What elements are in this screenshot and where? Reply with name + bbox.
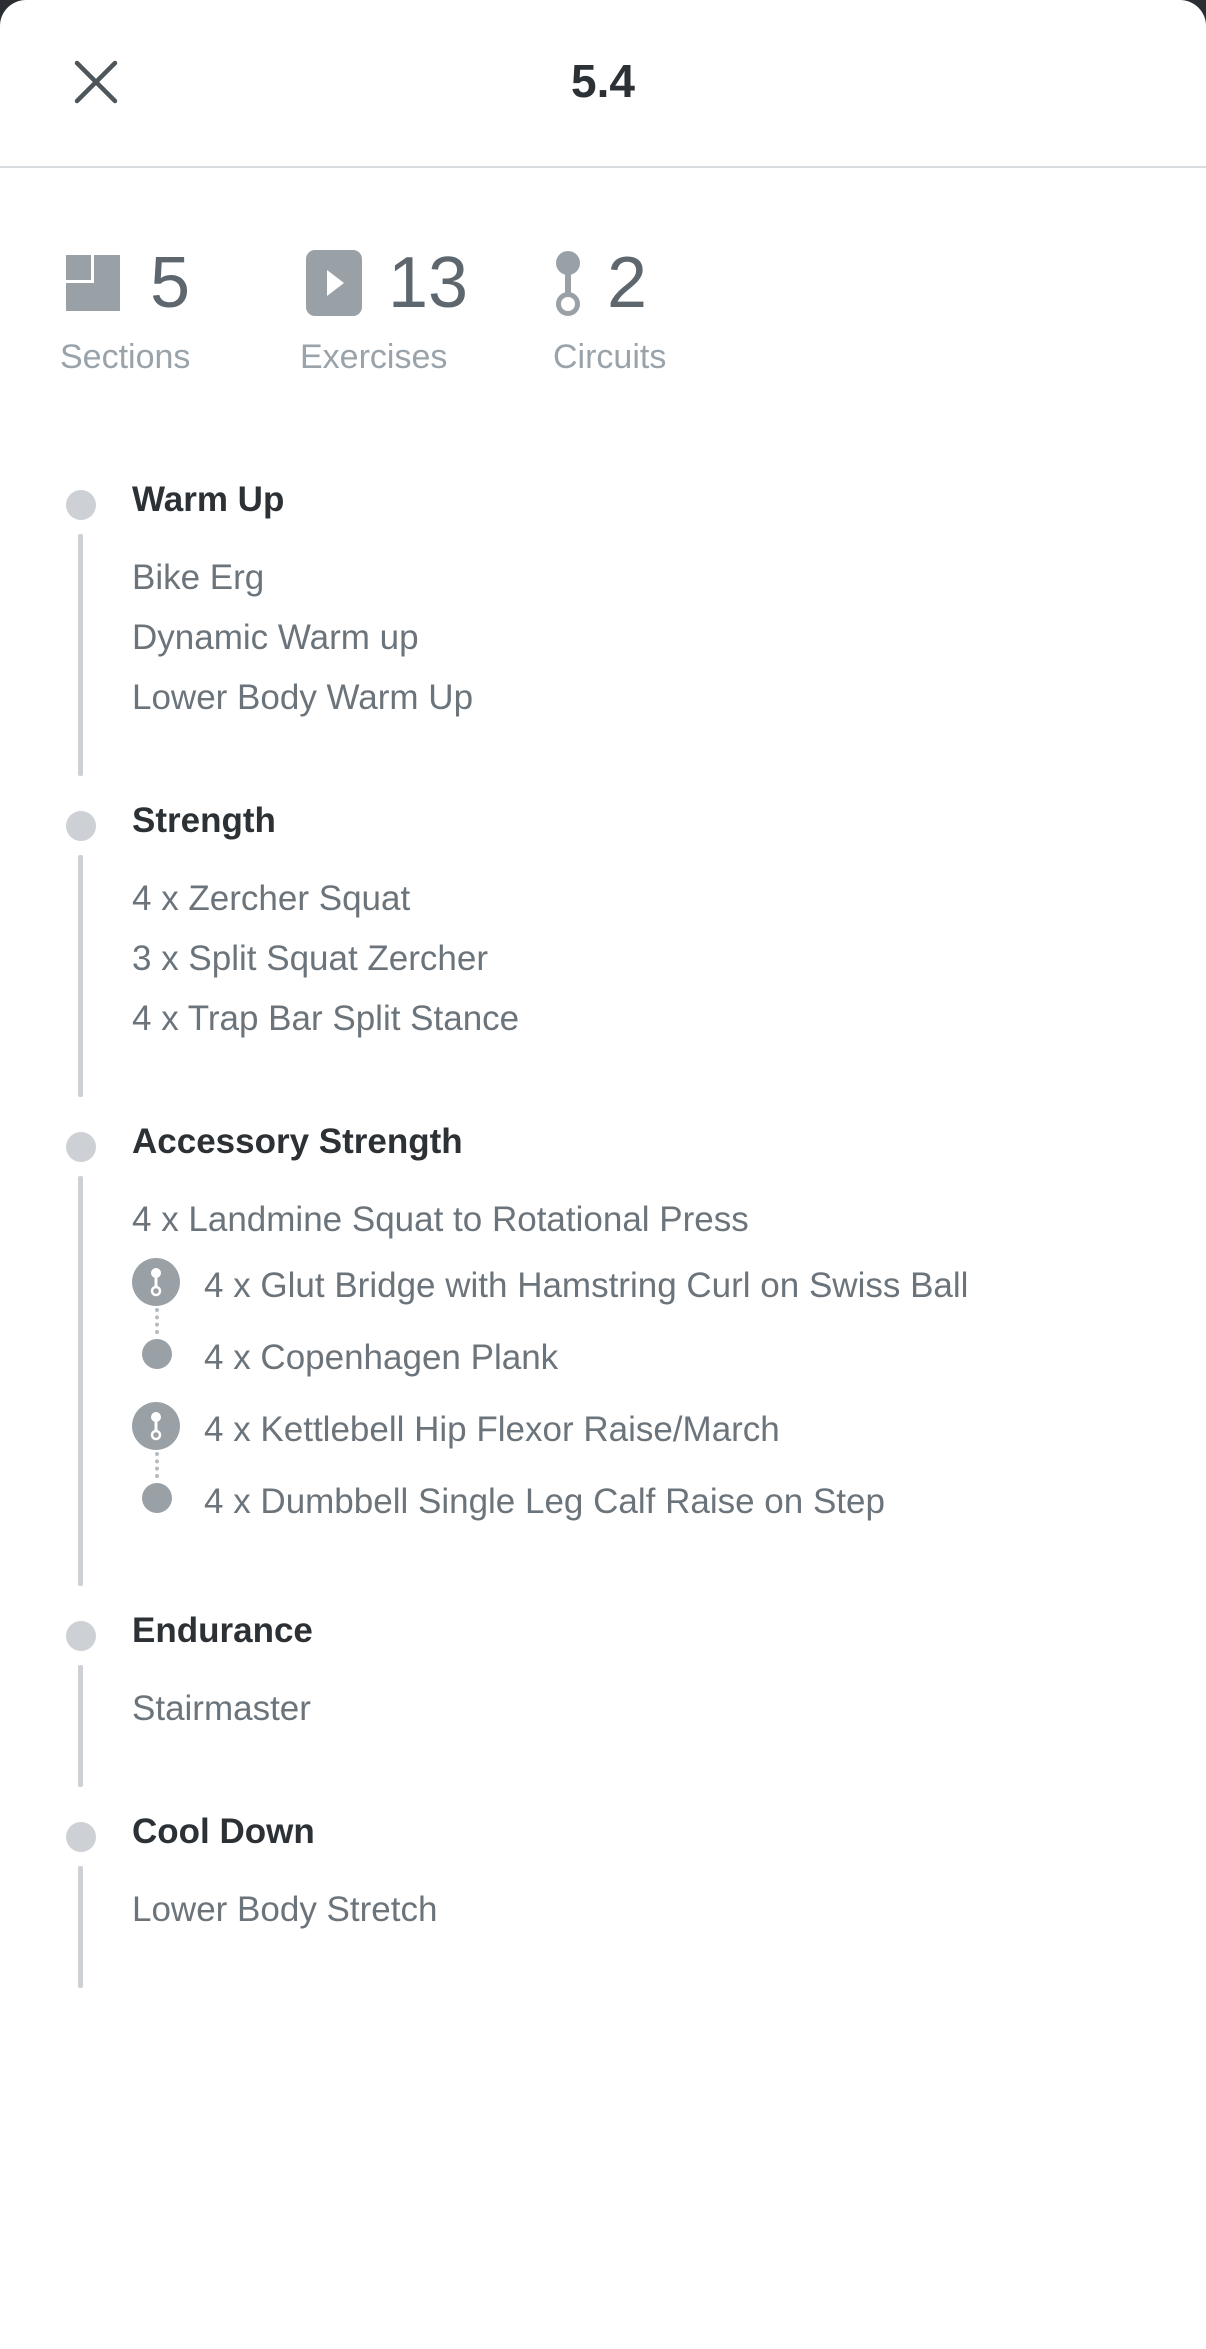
play-icon [306,250,362,316]
circuit-end-icon [142,1339,172,1369]
exercise-item[interactable]: Lower Body Stretch [132,1890,438,1929]
timeline-line [78,534,83,776]
exercises-count: 13 [388,243,469,323]
sections-icon [66,255,120,311]
circuit-start-icon [132,1258,180,1306]
circuit-icon [553,250,583,318]
section-title[interactable]: Accessory Strength [132,1122,463,1161]
header [0,0,1206,168]
exercise-item[interactable]: Lower Body Warm Up [132,678,474,717]
timeline-line [78,855,83,1097]
sections-label: Sections [60,338,191,376]
circuit-connector [155,1452,159,1478]
timeline-dot [66,811,96,841]
section-title[interactable]: Warm Up [132,480,285,519]
timeline-line [78,1866,83,1988]
exercise-item[interactable]: Stairmaster [132,1689,311,1728]
exercise-item[interactable]: Dynamic Warm up [132,618,419,657]
section-title[interactable]: Strength [132,801,276,840]
sections-count: 5 [150,243,191,323]
timeline-line [78,1665,83,1787]
circuit-exercise-item[interactable]: 4 x Copenhagen Plank [204,1338,559,1377]
exercise-item[interactable]: 4 x Trap Bar Split Stance [132,999,520,1038]
exercise-item[interactable]: Bike Erg [132,558,265,597]
section-title[interactable]: Cool Down [132,1812,315,1851]
circuits-count: 2 [607,243,648,323]
exercises-label: Exercises [300,338,448,376]
circuit-connector [155,1308,159,1334]
circuit-end-icon [142,1483,172,1513]
timeline-dot [66,1822,96,1852]
timeline-dot [66,1132,96,1162]
circuit-exercise-item[interactable]: 4 x Kettlebell Hip Flexor Raise/March [204,1410,780,1449]
circuit-exercise-item[interactable]: 4 x Glut Bridge with Hamstring Curl on Swiss Ball [204,1266,969,1305]
circuit-exercise-item[interactable]: 4 x Dumbbell Single Leg Calf Raise on Step [204,1482,885,1521]
exercise-item[interactable]: 4 x Zercher Squat [132,879,411,918]
page-title: 5.4 [571,55,635,107]
circuits-label: Circuits [553,338,667,376]
exercise-item[interactable]: 4 x Landmine Squat to Rotational Press [132,1200,749,1239]
timeline-line [78,1176,83,1586]
timeline-dot [66,490,96,520]
circuit-start-icon [132,1402,180,1450]
exercise-item[interactable]: 3 x Split Squat Zercher [132,939,488,978]
timeline-dot [66,1621,96,1651]
section-title[interactable]: Endurance [132,1611,313,1650]
